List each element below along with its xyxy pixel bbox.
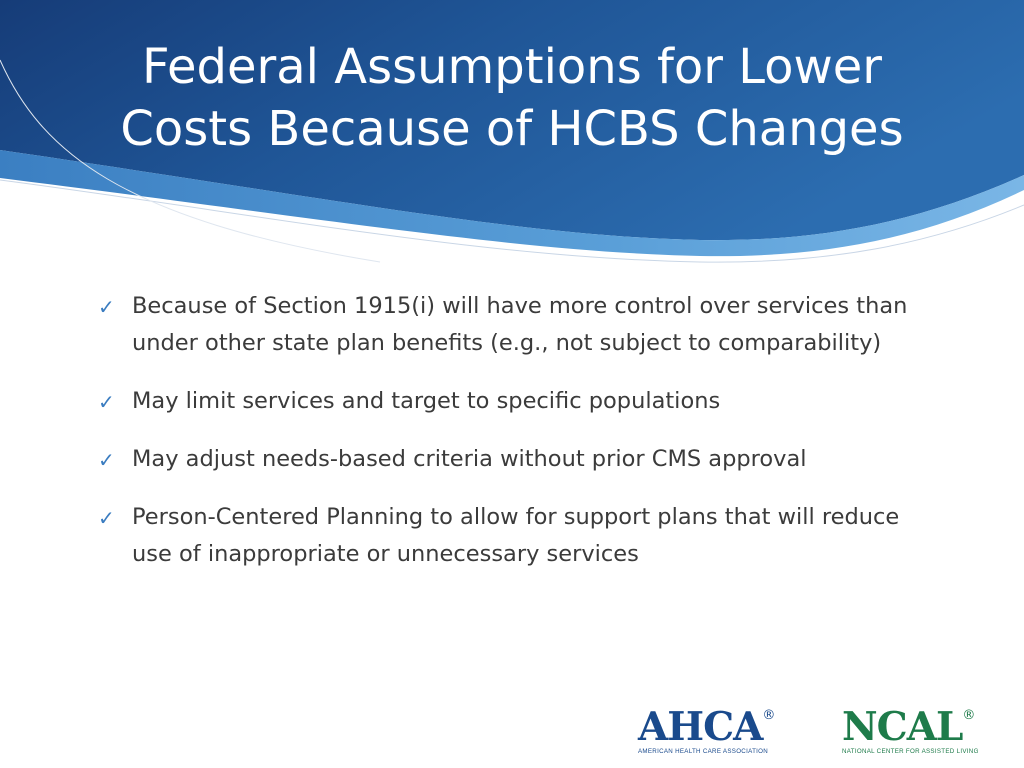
check-icon: ✓: [98, 295, 115, 319]
slide-title: [0, 36, 1024, 160]
check-icon: ✓: [98, 506, 115, 530]
bullet-item: [98, 441, 918, 478]
bullet-list: [98, 288, 918, 594]
slide-title-line-1: Federal Assumptions for Lower: [141, 39, 882, 95]
ahca-logo-subtitle: AMERICAN HEALTH CARE ASSOCIATION: [638, 748, 769, 755]
footer-logos: [636, 704, 1016, 758]
bullet-item: [98, 499, 918, 573]
slide-title-line-2: Costs Because of HCBS Changes: [120, 101, 904, 157]
check-icon: ✓: [98, 390, 115, 414]
ahca-logo-wordmark: AHCA: [638, 704, 763, 750]
ncal-logo-wordmark: NCAL: [842, 704, 963, 750]
bullet-text: May limit services and target to specific populations: [132, 388, 721, 414]
bullet-text: Person-Centered Planning to allow for support plans that will reduce use of inappropriate or unnecessary services: [132, 504, 900, 567]
ncal-logo: NCAL® NATIONAL CENTER FOR ASSISTED LIVING: [842, 704, 979, 755]
bullet-item: [98, 288, 918, 362]
bullet-text: May adjust needs-based criteria without prior CMS approval: [132, 446, 807, 472]
ahca-logo: AHCA® AMERICAN HEALTH CARE ASSOCIATION: [638, 704, 776, 755]
bullet-item: [98, 383, 918, 420]
check-icon: ✓: [98, 448, 115, 472]
ncal-logo-subtitle: NATIONAL CENTER FOR ASSISTED LIVING: [842, 748, 979, 755]
bullet-text: Because of Section 1915(i) will have more control over services than under other state plan benefits (e.g., not subject to comparability): [132, 293, 908, 356]
